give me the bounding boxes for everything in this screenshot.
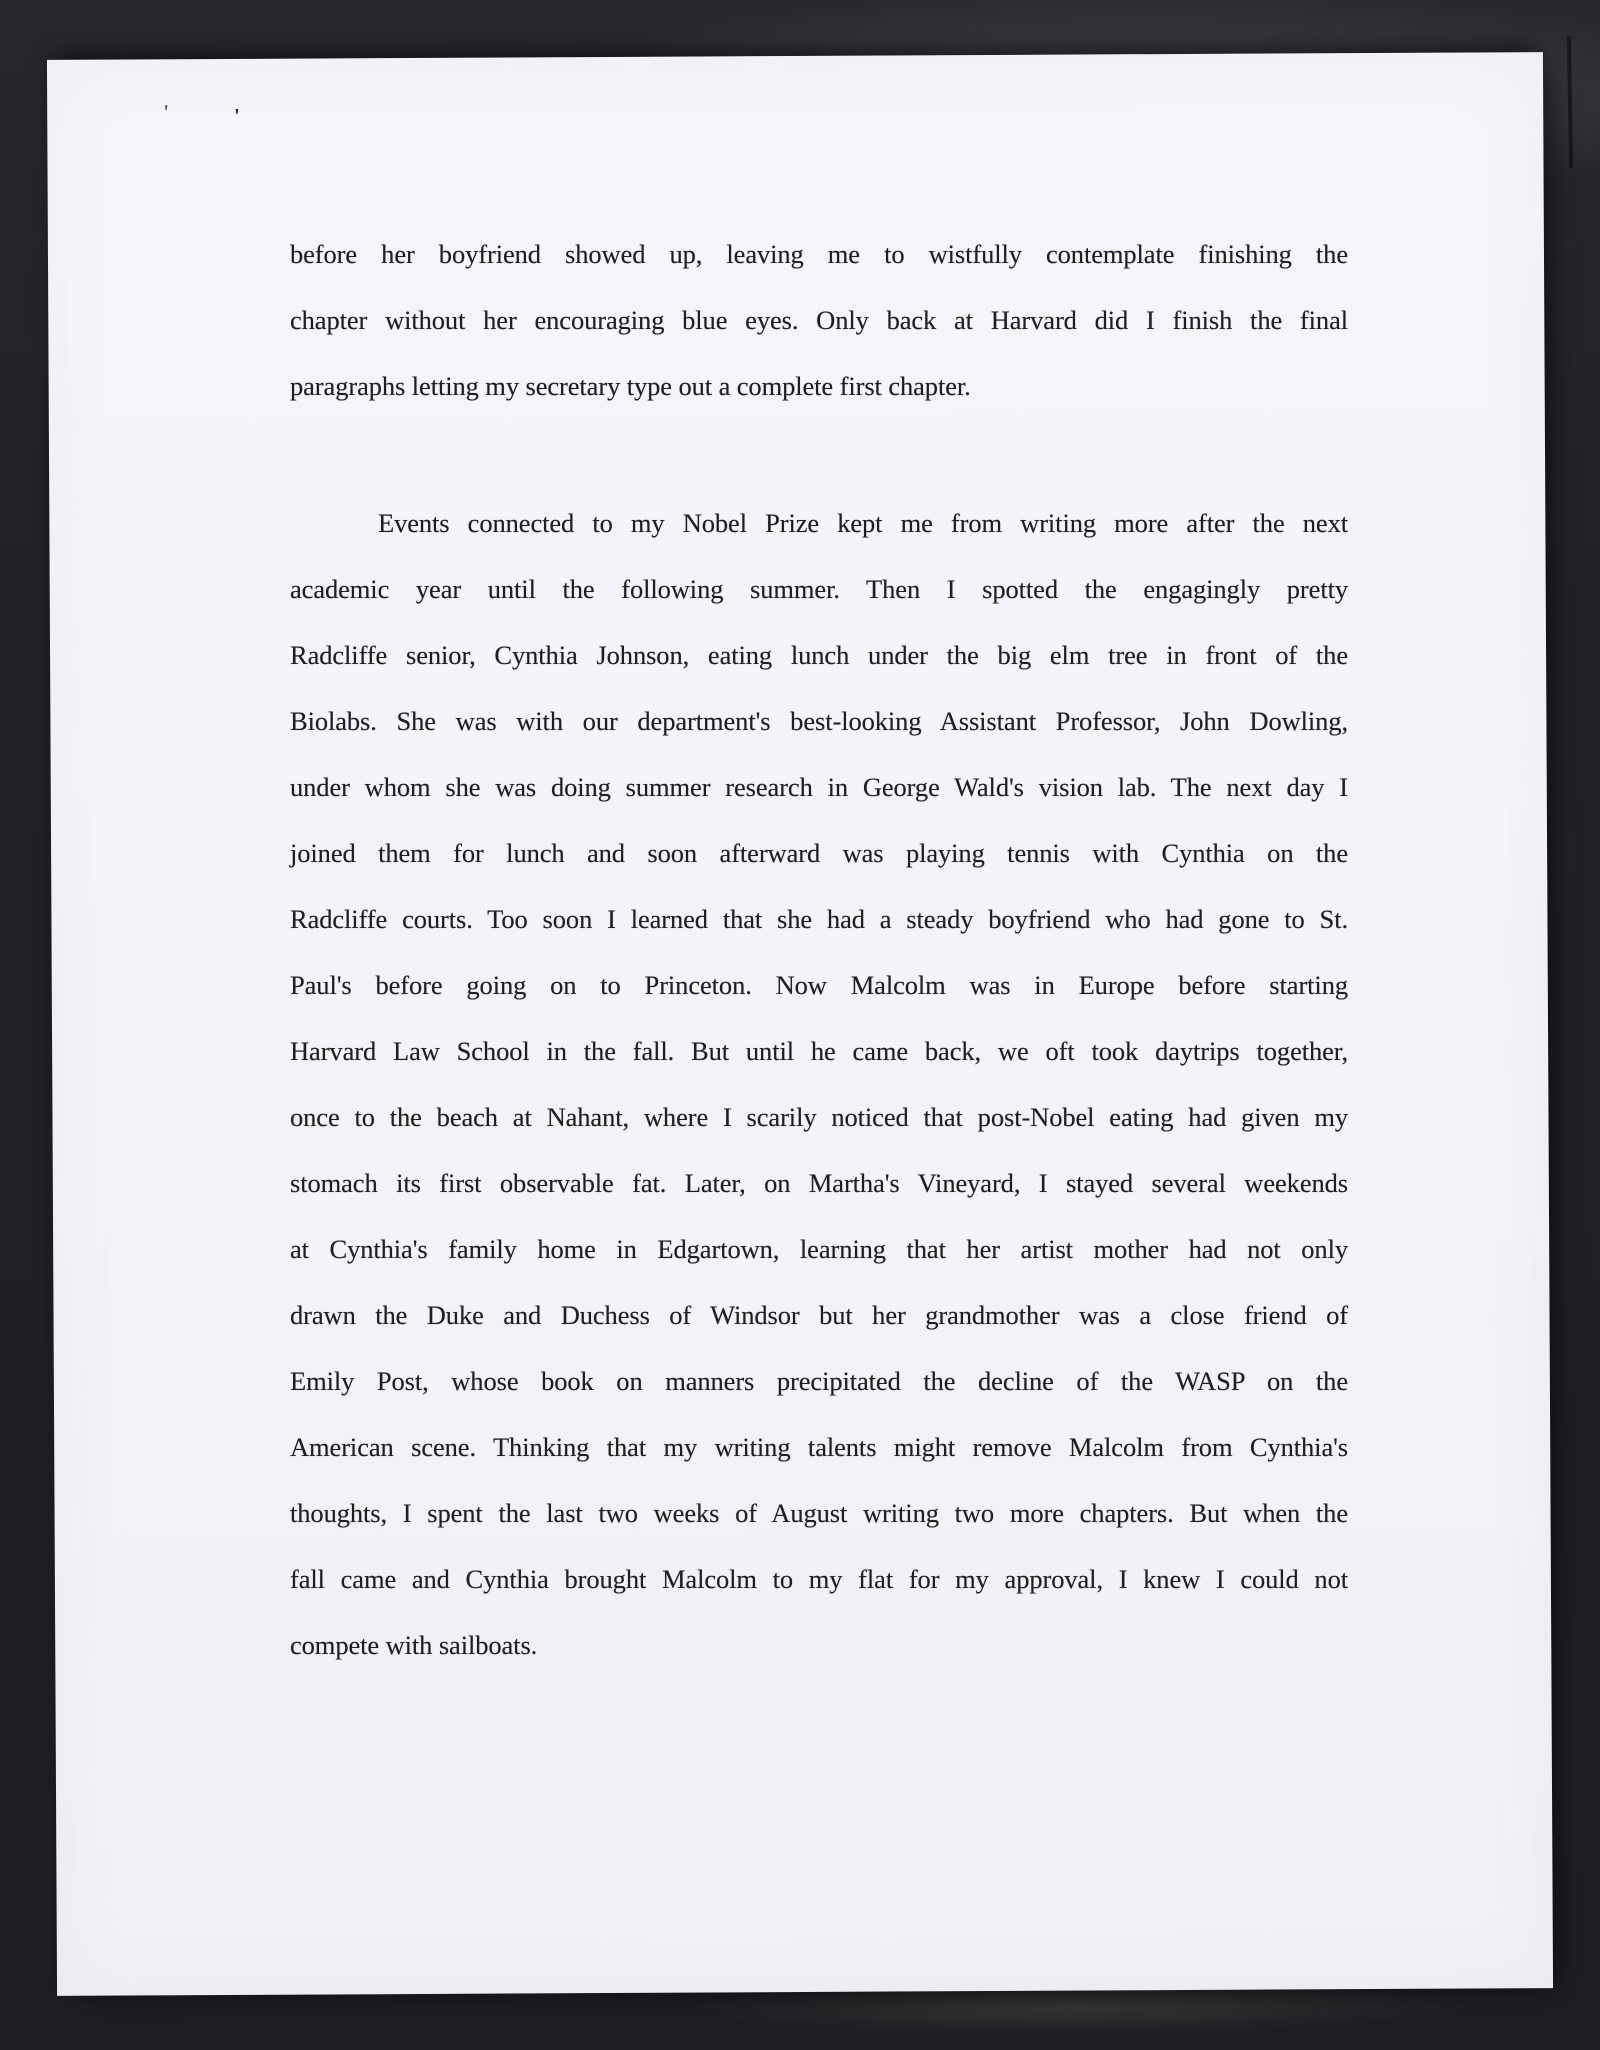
- text-line: stomach its first observable fat. Later, on Martha's Vineyard, I stayed several weekends: [290, 1168, 1348, 1198]
- paragraph-2: [290, 490, 1348, 1678]
- text-line: joined them for lunch and soon afterward was playing tennis with Cynthia on the: [290, 838, 1348, 868]
- text-line: drawn the Duke and Duchess of Windsor but her grandmother was a close friend of: [290, 1300, 1348, 1330]
- backdrop-seam-line: [1567, 36, 1573, 168]
- stray-mark: ': [234, 104, 240, 128]
- text-line: Harvard Law School in the fall. But until he came back, we oft took daytrips together,: [290, 1036, 1348, 1066]
- text-line: under whom she was doing summer research in George Wald's vision lab. The next day I: [290, 772, 1348, 802]
- text-line: chapter without her encouraging blue eyes. Only back at Harvard did I finish the final: [290, 305, 1348, 335]
- text-line: once to the beach at Nahant, where I scarily noticed that post-Nobel eating had given my: [290, 1102, 1348, 1132]
- text-line: Biolabs. She was with our department's best-looking Assistant Professor, John Dowling,: [290, 706, 1348, 736]
- text-line: Emily Post, whose book on manners precipitated the decline of the WASP on the: [290, 1366, 1348, 1396]
- text-line: compete with sailboats.: [290, 1630, 538, 1660]
- text-line: academic year until the following summer. Then I spotted the engagingly pretty: [290, 574, 1348, 604]
- text-line: at Cynthia's family home in Edgartown, learning that her artist mother had not only: [290, 1234, 1348, 1264]
- text-line: Events connected to my Nobel Prize kept me from writing more after the next: [378, 508, 1348, 538]
- text-line: thoughts, I spent the last two weeks of August writing two more chapters. But when the: [290, 1498, 1348, 1528]
- text-line: before her boyfriend showed up, leaving me to wistfully contemplate finishing the: [290, 239, 1348, 269]
- text-line: Radcliffe senior, Cynthia Johnson, eating lunch under the big elm tree in front of the: [290, 640, 1348, 670]
- text-line: Radcliffe courts. Too soon I learned that she had a steady boyfriend who had gone to St.: [290, 904, 1348, 934]
- text-line: paragraphs letting my secretary type out a complete first chapter.: [290, 371, 971, 401]
- text-line: fall came and Cynthia brought Malcolm to my flat for my approval, I knew I could not: [290, 1564, 1348, 1594]
- stray-mark: ': [163, 99, 169, 125]
- text-line: Paul's before going on to Princeton. Now Malcolm was in Europe before starting: [290, 970, 1348, 1000]
- page-text: [290, 221, 1348, 1678]
- text-line: American scene. Thinking that my writing talents might remove Malcolm from Cynthia's: [290, 1432, 1348, 1462]
- paragraph-continuation: [290, 221, 1348, 419]
